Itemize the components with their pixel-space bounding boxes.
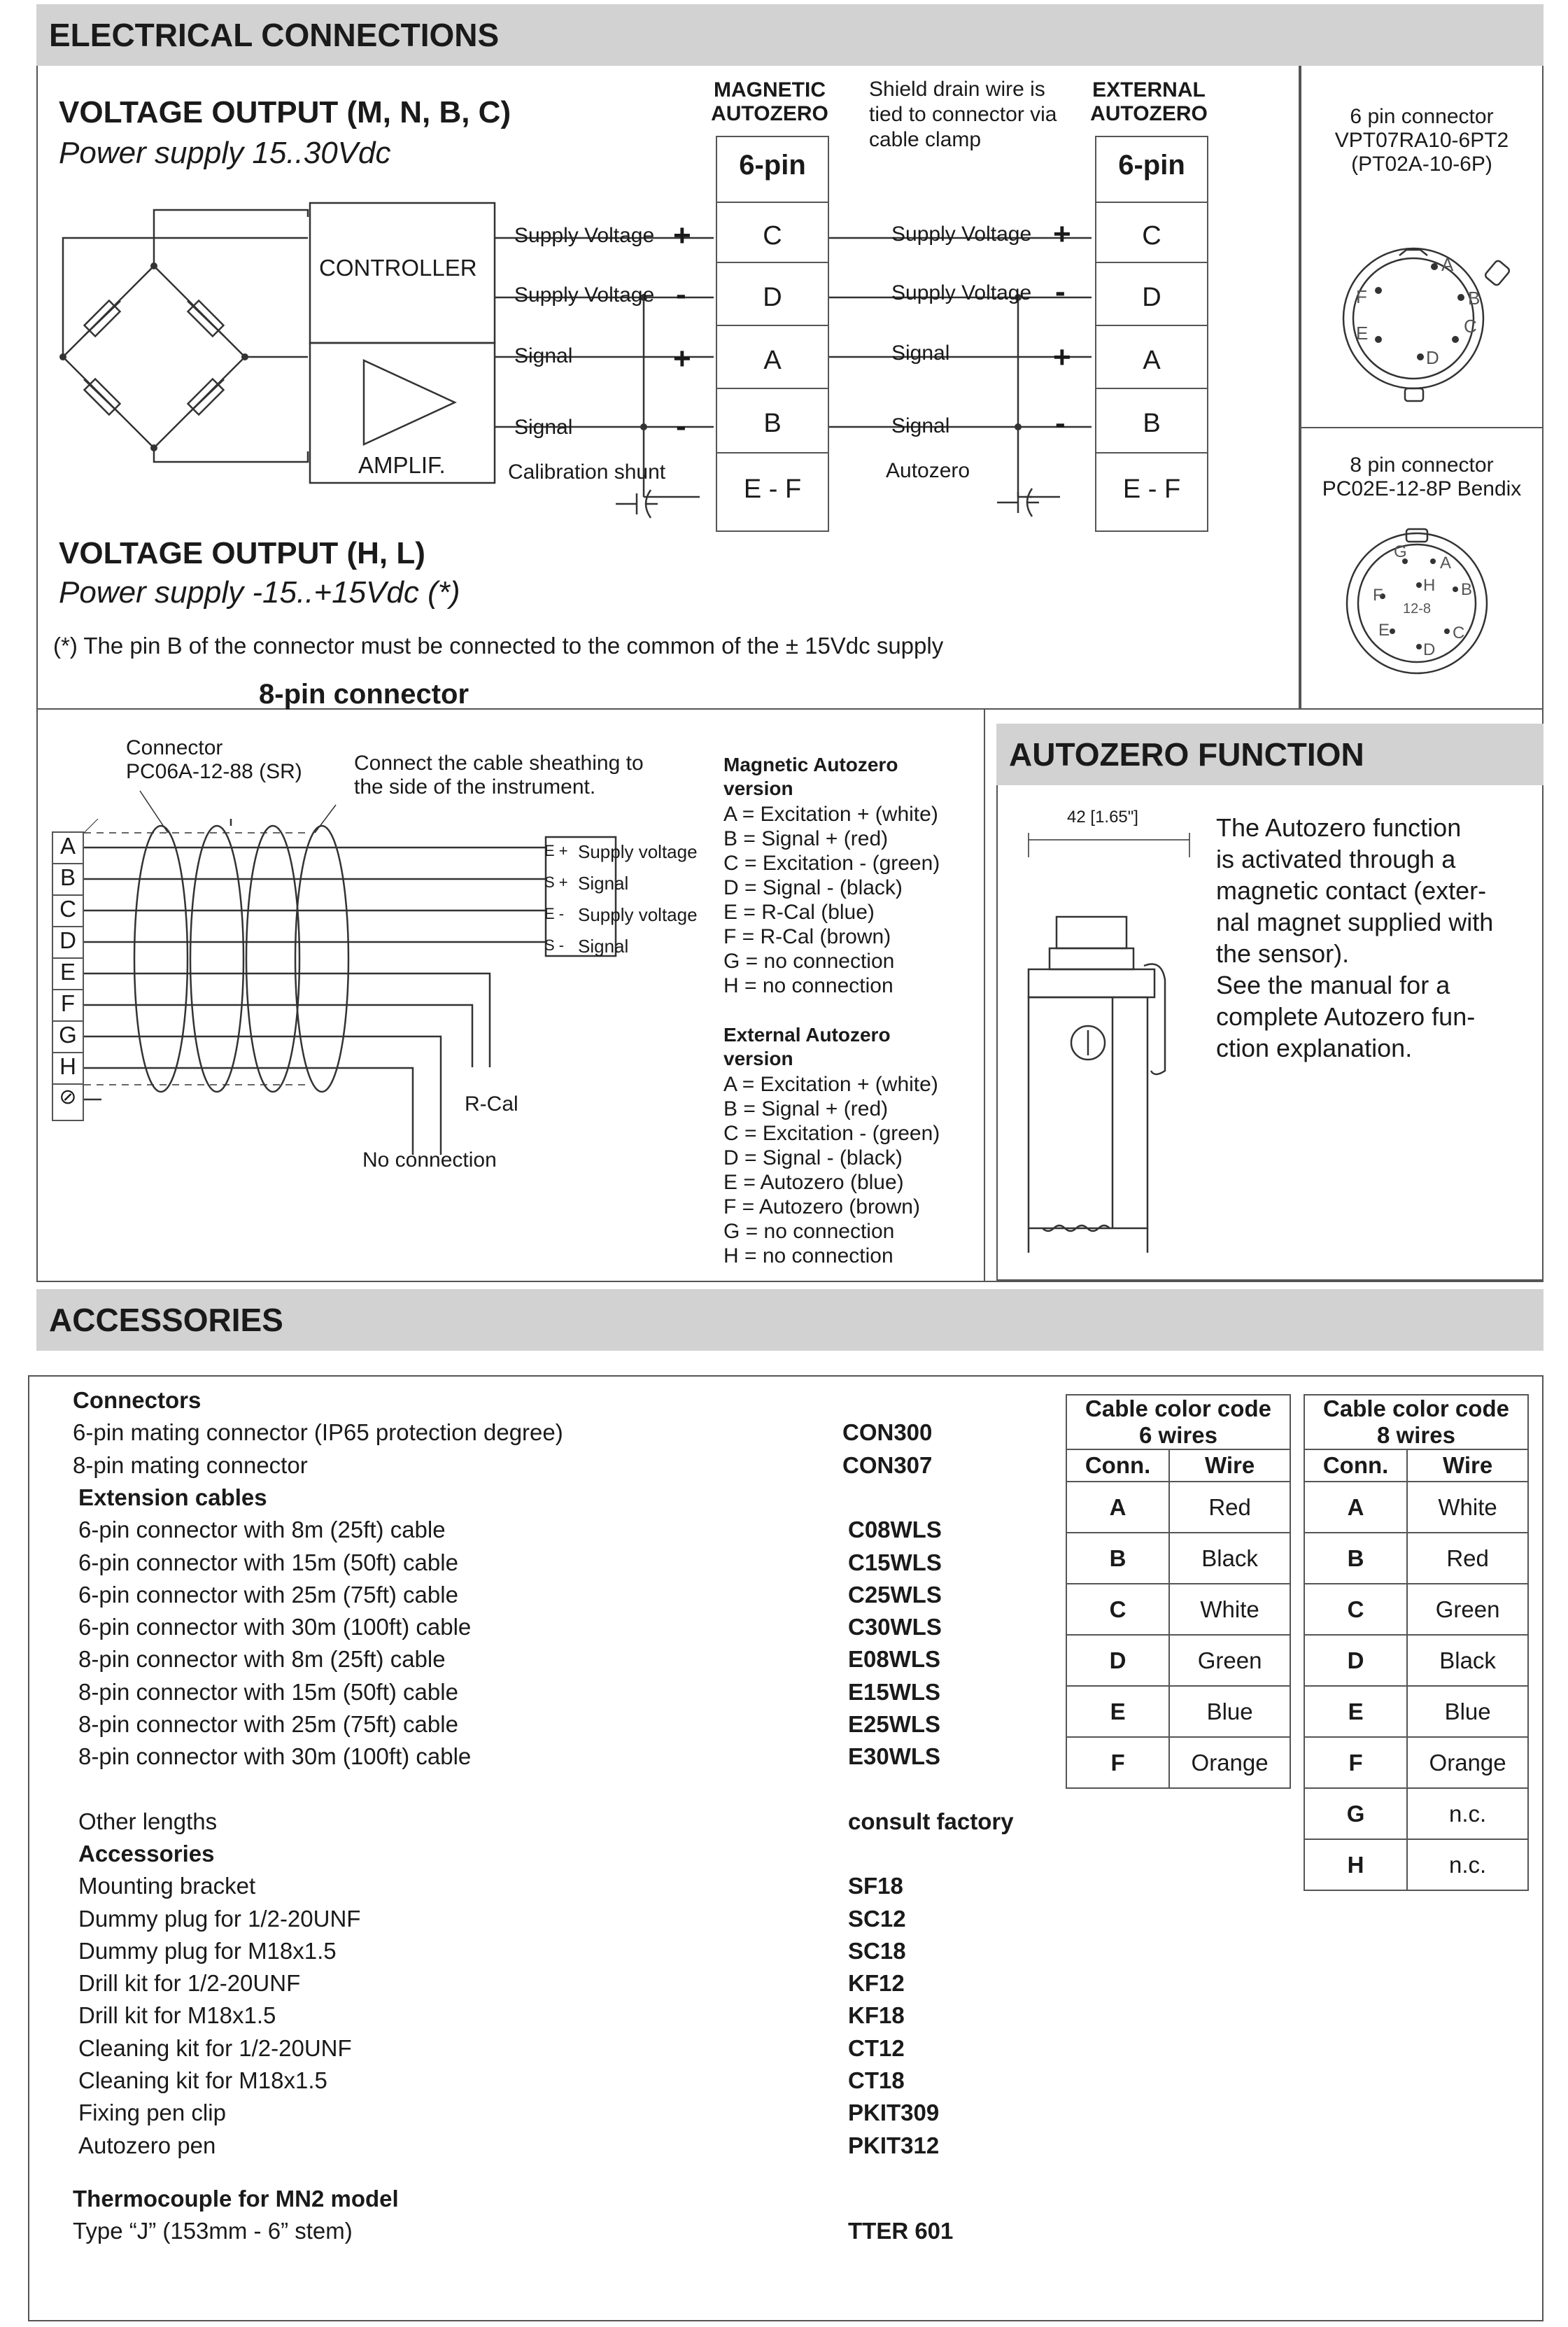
external-line-7: G = no connection [723, 1220, 895, 1243]
bridge-label-supply-1: Supply voltage [578, 841, 698, 862]
accessory-code: CT12 [848, 2034, 905, 2061]
cable8-conn-cell: D [1304, 1635, 1407, 1686]
cable-color-6-table [1066, 1394, 1291, 1789]
cable8-wire-cell: Green [1407, 1584, 1528, 1635]
cable8-wire-cell: Black [1407, 1635, 1528, 1686]
cable6-wire-cell: Black [1169, 1533, 1290, 1584]
magnetic-pin-sep-3 [717, 388, 828, 389]
external-pin-D: D [1142, 283, 1161, 312]
hl-footnote: (*) The pin B of the connector must be connected to the common of the ± 15Vdc supply [53, 633, 944, 659]
cable6-wire-cell: Orange [1169, 1737, 1290, 1788]
external-line-2: B = Signal + (red) [723, 1097, 889, 1120]
bridge-tag-e-minus: E - [544, 905, 565, 922]
external-pin-C: C [1142, 221, 1161, 251]
cable8-conn-cell: F [1304, 1737, 1407, 1788]
c8-pin-D: D [1423, 640, 1436, 659]
accessory-item: Cleaning kit for M18x1.5 [78, 2067, 327, 2093]
letter-F: F [53, 990, 83, 1022]
cable8-header-conn: Conn. [1304, 1449, 1407, 1482]
external-pin-B: B [1143, 409, 1161, 438]
external-pin-sep-3 [1096, 388, 1207, 389]
external-line-4: D = Signal - (black) [723, 1146, 903, 1169]
c6-pin-C: C [1464, 316, 1477, 337]
letter-column [52, 831, 84, 1121]
accessory-code: KF18 [848, 2002, 905, 2029]
c8-pin-H: H [1423, 576, 1436, 595]
accessory-code: C08WLS [848, 1517, 942, 1543]
magnetic-line-4: D = Signal - (black) [723, 876, 903, 899]
magnetic-line-6: F = R-Cal (brown) [723, 925, 891, 948]
bridge-tag-s-minus: S - [544, 936, 565, 954]
letter-H: H [53, 1053, 83, 1085]
autozero-desc-6: See the manual for a [1216, 971, 1450, 999]
eight-pin-title: 8-pin connector [259, 679, 469, 710]
connector6-line2: VPT07RA10-6PT2 [1334, 129, 1509, 152]
external-line-6: F = Autozero (brown) [723, 1195, 920, 1218]
cable8-wire-cell: Blue [1407, 1686, 1528, 1737]
sensor-drawing [1022, 805, 1203, 1274]
magnetic-line-7: G = no connection [723, 950, 895, 973]
cable8-title [1304, 1395, 1528, 1449]
accessory-item: 8-pin connector with 25m (75ft) cable [78, 1711, 458, 1737]
voltage-output-mnbc-supply: Power supply 15..30Vdc [59, 136, 391, 170]
connector8-label [1300, 454, 1544, 501]
cable8-row [1304, 1839, 1528, 1890]
autozero-desc-5: the sensor). [1216, 939, 1350, 968]
cable6-row [1066, 1686, 1290, 1737]
bridge-label-signal-1: Signal [578, 873, 629, 894]
autozero-dimension: 42 [1.65"] [1040, 808, 1166, 827]
magnetic-pin-A: A [763, 346, 782, 375]
autozero-desc-8: ction explanation. [1216, 1034, 1413, 1062]
accessory-code: KF12 [848, 1970, 905, 1997]
c8-pin-A: A [1440, 554, 1452, 572]
accessory-code: SF18 [848, 1873, 903, 1899]
cable6-conn-cell: C [1066, 1584, 1169, 1635]
letter-C: C [53, 896, 83, 927]
cable6-row [1066, 1737, 1290, 1788]
sheathing-note: Connect the cable sheathing to the side of the instrument. [354, 752, 644, 799]
accessories-header: ACCESSORIES [36, 1289, 1544, 1351]
magnetic-version-title: Magnetic Autozero version [723, 754, 898, 799]
connector6-line3: (PT02A-10-6P) [1351, 153, 1492, 176]
connector6-label [1300, 105, 1544, 176]
external-autozero-header: EXTERNAL AUTOZERO [1090, 78, 1208, 125]
autozero-desc-3: magnetic contact (exter- [1216, 876, 1487, 905]
accessory-code: C25WLS [848, 1581, 942, 1608]
autozero-desc-7: complete Autozero fun- [1216, 1002, 1476, 1031]
magnetic-pin-divider [717, 202, 828, 203]
cable8-title-2: 8 wires [1377, 1422, 1455, 1448]
magnetic-line-1: A = Excitation + (white) [723, 803, 938, 826]
accessory-item: 6-pin connector with 25m (75ft) cable [78, 1581, 458, 1608]
cable8-conn-cell: E [1304, 1686, 1407, 1737]
right-sign-3: + [1053, 340, 1071, 374]
cable6-conn-cell: B [1066, 1533, 1169, 1584]
ground-screw-icon: ⊘ [59, 1085, 77, 1109]
cable6-conn-cell: F [1066, 1737, 1169, 1788]
connector8-line1: 8 pin connector [1350, 454, 1494, 477]
magnetic-pin-sep-1 [717, 262, 828, 263]
external-6pin-label: 6-pin [1118, 150, 1185, 181]
controller-label: CONTROLLER [319, 255, 477, 281]
connector8-icon [1336, 526, 1497, 680]
accessory-code: C30WLS [848, 1614, 942, 1640]
c8-pin-C: C [1453, 624, 1465, 642]
external-line-5: E = Autozero (blue) [723, 1171, 904, 1194]
cable6-wire-cell: White [1169, 1584, 1290, 1635]
accessory-code: CON307 [842, 1451, 933, 1478]
autozero-wire-label: Autozero [886, 459, 970, 482]
magnetic-pin-sep-2 [717, 325, 828, 326]
c6-pin-A: A [1441, 254, 1454, 275]
cable8-row [1304, 1788, 1528, 1839]
left-sign-3: + [673, 342, 691, 376]
letter-E: E [53, 959, 83, 990]
left-sign-1: + [673, 218, 691, 253]
autozero-header: AUTOZERO FUNCTION [996, 724, 1544, 785]
external-pin-A: A [1143, 346, 1161, 375]
accessory-item: Dummy plug for 1/2-20UNF [78, 1905, 361, 1932]
calibration-shunt-symbol [616, 483, 679, 525]
right-sign-2: - [1055, 274, 1066, 309]
accessory-code: TTER 601 [848, 2218, 954, 2244]
cable8-conn-cell: H [1304, 1839, 1407, 1890]
c6-pin-D: D [1426, 347, 1439, 368]
shield-drain-note: Shield drain wire is tied to connector via cable clamp [869, 78, 1057, 151]
connector-model: PC06A-12-88 (SR) [126, 760, 302, 783]
autozero-desc-2: is activated through a [1216, 845, 1456, 873]
cable6-header-conn: Conn. [1066, 1449, 1169, 1482]
bridge-label-signal-2: Signal [578, 936, 629, 957]
voltage-output-hl-supply: Power supply -15..+15Vdc (*) [59, 575, 460, 610]
magnetic-version-list [723, 802, 940, 998]
autozero-description [1216, 812, 1493, 1064]
external-pin-sep-2 [1096, 325, 1207, 326]
letter-A: A [53, 833, 83, 864]
cable8-conn-cell: A [1304, 1482, 1407, 1533]
accessory-item: 6-pin connector with 15m (50ft) cable [78, 1549, 458, 1575]
connector-label: Connector [126, 736, 223, 759]
cable8-row [1304, 1482, 1528, 1533]
calibration-shunt-label: Calibration shunt [508, 461, 666, 484]
c8-pin-B: B [1461, 580, 1473, 599]
cable6-title [1066, 1395, 1290, 1449]
rcal-label: R-Cal [465, 1092, 518, 1116]
accessory-item: 8-pin connector with 30m (100ft) cable [78, 1743, 472, 1770]
accessory-item: 6-pin mating connector (IP65 protection degree) [73, 1419, 563, 1446]
accessory-code: E25WLS [848, 1711, 941, 1737]
cable6-conn-cell: E [1066, 1686, 1169, 1737]
accessory-code: E08WLS [848, 1646, 941, 1673]
magnetic-line-3: C = Excitation - (green) [723, 852, 940, 875]
magnetic-pin-D: D [763, 283, 782, 312]
magnetic-line-2: B = Signal + (red) [723, 827, 889, 850]
cable6-conn-cell: A [1066, 1482, 1169, 1533]
accessories-heading: Accessories [78, 1840, 215, 1866]
accessory-item: Mounting bracket [78, 1873, 256, 1899]
accessory-item: Drill kit for M18x1.5 [78, 2002, 276, 2029]
c8-pin-128: 12-8 [1403, 601, 1432, 617]
bridge-label-supply-2: Supply voltage [578, 904, 698, 925]
accessories-heading: Connectors [73, 1387, 202, 1413]
magnetic-6pin-label: 6-pin [739, 150, 806, 181]
no-connection-label: No connection [362, 1148, 497, 1172]
left-signal-4: Signal [514, 416, 573, 439]
cable6-row [1066, 1584, 1290, 1635]
accessory-item: 8-pin mating connector [73, 1451, 308, 1478]
c6-pin-F: F [1356, 286, 1367, 307]
cable6-wire-cell: Blue [1169, 1686, 1290, 1737]
c8-pin-G: G [1394, 542, 1407, 561]
cable6-title-1: Cable color code [1085, 1396, 1271, 1421]
external-pin-box [1095, 136, 1208, 532]
accessory-item: Drill kit for 1/2-20UNF [78, 1970, 301, 1997]
accessory-item: 6-pin connector with 30m (100ft) cable [78, 1614, 472, 1640]
voltage-output-hl-title: VOLTAGE OUTPUT (H, L) [59, 536, 425, 570]
cable8-row [1304, 1686, 1528, 1737]
magnetic-pin-box [716, 136, 829, 532]
accessory-code: C15WLS [848, 1549, 942, 1575]
right-signal-4: Signal [891, 414, 950, 437]
cable8-body [1304, 1482, 1528, 1890]
accessory-code: CON300 [842, 1419, 933, 1446]
amplif-label: AMPLIF. [358, 452, 446, 478]
magnetic-pin-C: C [763, 221, 782, 251]
cable8-wire-cell: n.c. [1407, 1839, 1528, 1890]
accessory-item: Dummy plug for M18x1.5 [78, 1937, 337, 1964]
accessory-code: SC12 [848, 1905, 906, 1932]
electrical-header: ELECTRICAL CONNECTIONS [36, 4, 1544, 66]
right-signal-3: Signal [891, 342, 950, 365]
accessory-code: E30WLS [848, 1743, 941, 1770]
connector6-line1: 6 pin connector [1350, 105, 1494, 128]
cable8-conn-cell: C [1304, 1584, 1407, 1635]
magnetic-pin-B: B [763, 409, 782, 438]
external-pin-sep-4 [1096, 452, 1207, 454]
cable-color-8-table [1304, 1394, 1529, 1891]
cable6-row [1066, 1533, 1290, 1584]
accessory-item: 6-pin connector with 8m (25ft) cable [78, 1517, 446, 1543]
accessory-code: PKIT309 [848, 2100, 940, 2126]
accessories-heading: Thermocouple for MN2 model [73, 2185, 399, 2212]
connector-pc06a-label [126, 736, 302, 784]
external-line-8: H = no connection [723, 1244, 894, 1267]
accessory-code: consult factory [848, 1808, 1014, 1834]
letter-D: D [53, 927, 83, 959]
external-pin-EF: E - F [1122, 474, 1181, 504]
external-line-1: A = Excitation + (white) [723, 1073, 938, 1096]
bridge-tag-s-plus: S + [544, 873, 568, 891]
letter-G: G [53, 1022, 83, 1053]
cable6-conn-cell: D [1066, 1635, 1169, 1686]
magnetic-pin-sep-4 [717, 452, 828, 454]
cable6-header-wire: Wire [1169, 1449, 1290, 1482]
accessory-item: Autozero pen [78, 2132, 216, 2158]
accessory-code: E15WLS [848, 1678, 941, 1705]
right-sign-4: - [1055, 406, 1066, 440]
accessory-item: Fixing pen clip [78, 2100, 226, 2126]
accessory-item: 8-pin connector with 8m (25ft) cable [78, 1646, 446, 1673]
cable8-title-1: Cable color code [1323, 1396, 1509, 1421]
c6-pin-B: B [1468, 288, 1481, 309]
left-sign-2: - [676, 277, 686, 311]
c8-pin-F: F [1373, 586, 1383, 605]
cable8-wire-cell: Orange [1407, 1737, 1528, 1788]
left-signal-1: Supply Voltage [514, 224, 655, 247]
magnetic-autozero-header: MAGNETIC AUTOZERO [711, 78, 828, 125]
cable6-wire-cell: Green [1169, 1635, 1290, 1686]
external-pin-divider [1096, 202, 1207, 203]
accessory-item: 8-pin connector with 15m (50ft) cable [78, 1678, 458, 1705]
cable8-row [1304, 1533, 1528, 1584]
cable8-header-wire: Wire [1407, 1449, 1528, 1482]
external-line-3: C = Excitation - (green) [723, 1122, 940, 1145]
right-signal-1: Supply Voltage [891, 223, 1032, 246]
external-pin-sep-1 [1096, 262, 1207, 263]
cable8-row [1304, 1737, 1528, 1788]
magnetic-line-5: E = R-Cal (blue) [723, 901, 875, 924]
cable8-conn-cell: G [1304, 1788, 1407, 1839]
cable6-wire-cell: Red [1169, 1482, 1290, 1533]
c8-pin-E: E [1378, 621, 1390, 640]
cable8-row [1304, 1635, 1528, 1686]
cable8-row [1304, 1584, 1528, 1635]
left-sign-4: - [676, 409, 686, 443]
connector-divider [1300, 427, 1544, 428]
magnetic-line-8: H = no connection [723, 974, 894, 997]
voltage-output-mnbc-title: VOLTAGE OUTPUT (M, N, B, C) [59, 95, 511, 129]
cable8-wire-cell: Red [1407, 1533, 1528, 1584]
accessories-heading: Extension cables [78, 1484, 267, 1510]
accessory-item: Other lengths [78, 1808, 218, 1834]
connector6-icon [1315, 241, 1511, 402]
left-signal-2: Supply Voltage [514, 283, 655, 307]
cable6-row [1066, 1482, 1290, 1533]
cable8-conn-cell: B [1304, 1533, 1407, 1584]
left-signal-3: Signal [514, 344, 573, 367]
autozero-symbol [997, 481, 1060, 523]
right-sign-1: + [1053, 217, 1071, 251]
accessory-item: Cleaning kit for 1/2-20UNF [78, 2034, 352, 2061]
cable6-body [1066, 1482, 1290, 1788]
right-signal-2: Supply Voltage [891, 281, 1032, 304]
cable8-wire-cell: White [1407, 1482, 1528, 1533]
external-version-list [723, 1072, 940, 1268]
letter-B: B [53, 864, 83, 896]
bridge-tag-e-plus: E + [544, 842, 568, 859]
accessory-item: Type “J” (153mm - 6” stem) [73, 2218, 353, 2244]
cable6-title-2: 6 wires [1139, 1422, 1217, 1448]
autozero-desc-1: The Autozero function [1216, 813, 1462, 842]
magnetic-pin-EF: E - F [743, 474, 802, 504]
cable6-row [1066, 1635, 1290, 1686]
accessory-code: PKIT312 [848, 2132, 940, 2158]
accessory-code: CT18 [848, 2067, 905, 2093]
autozero-desc-4: nal magnet supplied with [1216, 908, 1494, 936]
connector8-line2: PC02E-12-8P Bendix [1322, 477, 1522, 500]
accessory-code: SC18 [848, 1937, 906, 1964]
c6-pin-E: E [1356, 323, 1369, 344]
cable8-wire-cell: n.c. [1407, 1788, 1528, 1839]
external-version-title: External Autozero version [723, 1024, 891, 1069]
